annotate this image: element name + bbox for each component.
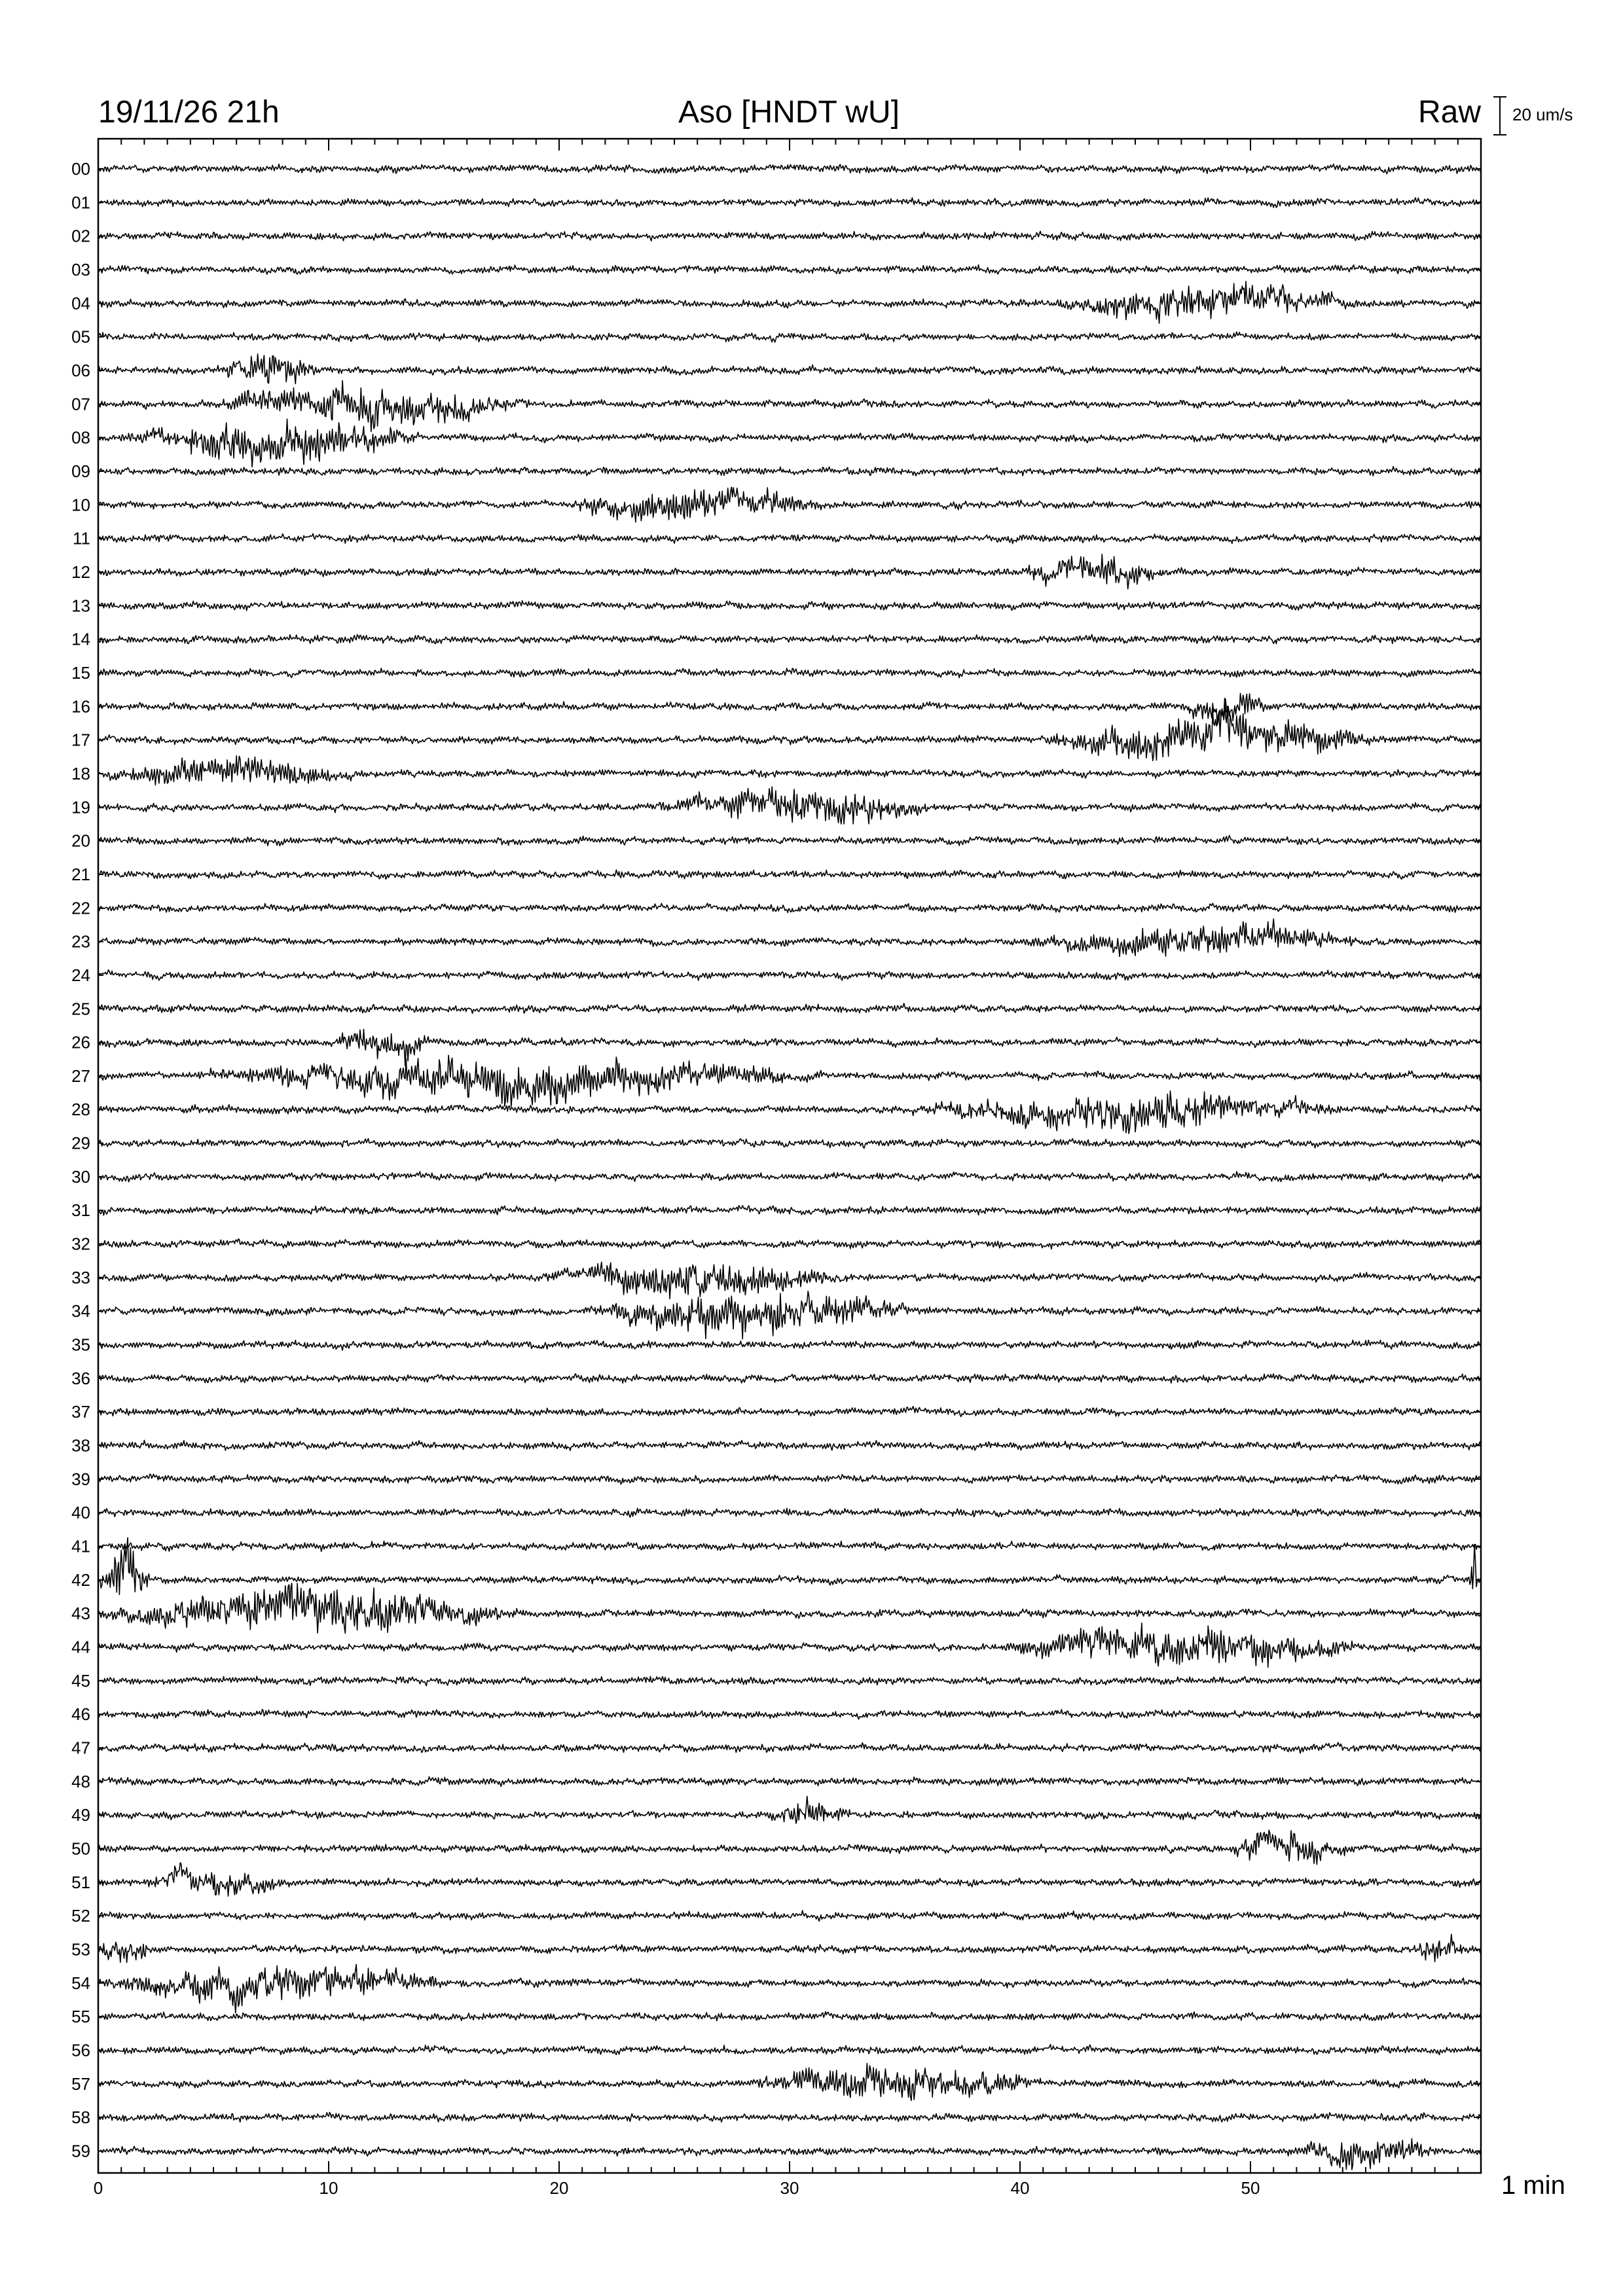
trace-row-11 bbox=[98, 533, 1481, 543]
trace-row-44 bbox=[98, 1623, 1481, 1668]
trace-row-53 bbox=[98, 1934, 1481, 1962]
trace-row-07 bbox=[98, 381, 1481, 432]
row-label: 07 bbox=[71, 394, 90, 414]
row-label: 33 bbox=[71, 1267, 90, 1287]
mode-label: Raw bbox=[1417, 95, 1481, 130]
trace-row-55 bbox=[98, 2011, 1481, 2020]
row-label: 43 bbox=[71, 1604, 90, 1624]
row-label: 58 bbox=[71, 2108, 90, 2128]
row-label: 04 bbox=[71, 293, 90, 314]
row-label: 41 bbox=[71, 1536, 90, 1556]
row-label: 47 bbox=[71, 1738, 90, 1758]
trace-row-49 bbox=[98, 1797, 1481, 1823]
x-tick-label: 30 bbox=[780, 2178, 799, 2198]
trace-row-01 bbox=[98, 198, 1481, 207]
row-label: 02 bbox=[71, 226, 90, 246]
row-label: 26 bbox=[71, 1032, 90, 1052]
trace-row-06 bbox=[98, 354, 1481, 384]
row-label: 18 bbox=[71, 763, 90, 783]
trace-row-41 bbox=[98, 1541, 1481, 1552]
row-label: 50 bbox=[71, 1839, 90, 1859]
row-label: 25 bbox=[71, 999, 90, 1019]
trace-row-38 bbox=[98, 1441, 1481, 1451]
row-label: 38 bbox=[71, 1435, 90, 1456]
trace-row-50 bbox=[98, 1830, 1481, 1864]
trace-row-04 bbox=[98, 281, 1481, 323]
trace-row-29 bbox=[98, 1139, 1481, 1149]
row-label: 59 bbox=[71, 2141, 90, 2161]
row-labels-group bbox=[71, 159, 1481, 2161]
trace-row-23 bbox=[98, 919, 1481, 957]
trace-row-08 bbox=[98, 419, 1481, 467]
row-label: 48 bbox=[71, 1771, 90, 1791]
row-label: 45 bbox=[71, 1670, 90, 1691]
row-label: 17 bbox=[71, 730, 90, 750]
row-label: 06 bbox=[71, 360, 90, 380]
trace-row-20 bbox=[98, 836, 1481, 846]
row-label: 21 bbox=[71, 864, 90, 884]
row-label: 11 bbox=[73, 528, 90, 548]
trace-row-57 bbox=[98, 2064, 1481, 2101]
trace-row-52 bbox=[98, 1910, 1481, 1922]
row-label: 15 bbox=[71, 662, 90, 683]
row-label: 31 bbox=[71, 1200, 90, 1221]
row-label: 01 bbox=[71, 192, 90, 213]
trace-row-28 bbox=[98, 1091, 1481, 1134]
row-label: 23 bbox=[71, 931, 90, 952]
trace-row-15 bbox=[98, 668, 1481, 677]
trace-row-05 bbox=[98, 332, 1481, 342]
row-label: 13 bbox=[71, 596, 90, 616]
trace-row-02 bbox=[98, 231, 1481, 241]
row-label: 44 bbox=[71, 1637, 90, 1657]
row-label: 10 bbox=[71, 495, 90, 515]
row-label: 20 bbox=[71, 831, 90, 851]
trace-row-18 bbox=[98, 756, 1481, 785]
row-label: 36 bbox=[71, 1368, 90, 1388]
trace-row-48 bbox=[98, 1777, 1481, 1787]
scale-bar bbox=[1493, 97, 1506, 135]
row-label: 29 bbox=[71, 1133, 90, 1153]
trace-row-14 bbox=[98, 635, 1481, 644]
row-label: 51 bbox=[71, 1872, 90, 1892]
datetime-label: 19/11/26 21h bbox=[98, 95, 280, 130]
trace-row-24 bbox=[98, 970, 1481, 980]
row-label: 19 bbox=[71, 797, 90, 817]
row-label: 12 bbox=[71, 562, 90, 582]
trace-row-56 bbox=[98, 2045, 1481, 2055]
trace-row-22 bbox=[98, 903, 1481, 912]
trace-row-16 bbox=[98, 693, 1481, 725]
trace-row-47 bbox=[98, 1742, 1481, 1753]
row-label: 53 bbox=[71, 1939, 90, 1960]
row-label: 46 bbox=[71, 1704, 90, 1725]
trace-row-27 bbox=[98, 1055, 1481, 1107]
x-tick-label: 10 bbox=[319, 2178, 338, 2198]
trace-row-12 bbox=[98, 554, 1481, 589]
row-label: 39 bbox=[71, 1469, 90, 1489]
row-label: 54 bbox=[71, 1973, 90, 1993]
trace-row-13 bbox=[98, 601, 1481, 611]
row-label: 00 bbox=[71, 159, 90, 179]
row-label: 35 bbox=[71, 1335, 90, 1355]
trace-row-21 bbox=[98, 870, 1481, 879]
x-tick-label: 0 bbox=[93, 2178, 103, 2198]
trace-row-31 bbox=[98, 1206, 1481, 1215]
row-label: 03 bbox=[71, 259, 90, 279]
row-label: 55 bbox=[71, 2007, 90, 2027]
trace-row-45 bbox=[98, 1676, 1481, 1686]
trace-row-33 bbox=[98, 1262, 1481, 1299]
row-label: 57 bbox=[71, 2073, 90, 2094]
trace-row-00 bbox=[98, 164, 1481, 174]
trace-row-10 bbox=[98, 487, 1481, 522]
row-label: 40 bbox=[71, 1503, 90, 1523]
row-label: 09 bbox=[71, 461, 90, 481]
x-tick-label: 50 bbox=[1241, 2178, 1260, 2198]
trace-row-58 bbox=[98, 2112, 1481, 2122]
trace-row-43 bbox=[98, 1583, 1481, 1634]
row-label: 27 bbox=[71, 1066, 90, 1086]
row-label: 08 bbox=[71, 427, 90, 448]
x-axis-label: 1 min bbox=[1501, 2171, 1565, 2200]
row-label: 28 bbox=[71, 1100, 90, 1120]
row-label: 22 bbox=[71, 898, 90, 918]
row-label: 32 bbox=[71, 1234, 90, 1254]
trace-row-09 bbox=[98, 467, 1481, 476]
trace-row-25 bbox=[98, 1003, 1481, 1014]
row-label: 05 bbox=[71, 327, 90, 347]
scale-label: 20 um/s bbox=[1512, 105, 1573, 124]
row-label: 49 bbox=[71, 1805, 90, 1825]
trace-row-26 bbox=[98, 1030, 1481, 1066]
trace-row-51 bbox=[98, 1863, 1481, 1896]
trace-row-37 bbox=[98, 1407, 1481, 1417]
row-label: 37 bbox=[71, 1402, 90, 1422]
station-title: Aso [HNDT wU] bbox=[678, 95, 900, 130]
row-label: 52 bbox=[71, 1906, 90, 1926]
row-label: 16 bbox=[71, 696, 90, 717]
trace-row-54 bbox=[98, 1964, 1481, 2013]
row-label: 42 bbox=[71, 1570, 90, 1590]
x-tick-label: 20 bbox=[549, 2178, 569, 2198]
trace-row-32 bbox=[98, 1239, 1481, 1249]
x-tick-label: 40 bbox=[1010, 2178, 1030, 2198]
row-label: 14 bbox=[71, 629, 90, 649]
trace-row-34 bbox=[98, 1291, 1481, 1339]
trace-row-03 bbox=[98, 265, 1481, 275]
trace-row-40 bbox=[98, 1508, 1481, 1517]
row-label: 30 bbox=[71, 1166, 90, 1187]
row-label: 34 bbox=[71, 1301, 90, 1321]
trace-row-46 bbox=[98, 1710, 1481, 1719]
row-label: 24 bbox=[71, 965, 90, 985]
trace-row-39 bbox=[98, 1474, 1481, 1484]
trace-row-19 bbox=[98, 787, 1481, 824]
row-label: 56 bbox=[71, 2040, 90, 2060]
traces-group bbox=[98, 164, 1481, 2170]
trace-row-30 bbox=[98, 1172, 1481, 1182]
trace-row-35 bbox=[98, 1340, 1481, 1351]
trace-row-36 bbox=[98, 1374, 1481, 1384]
